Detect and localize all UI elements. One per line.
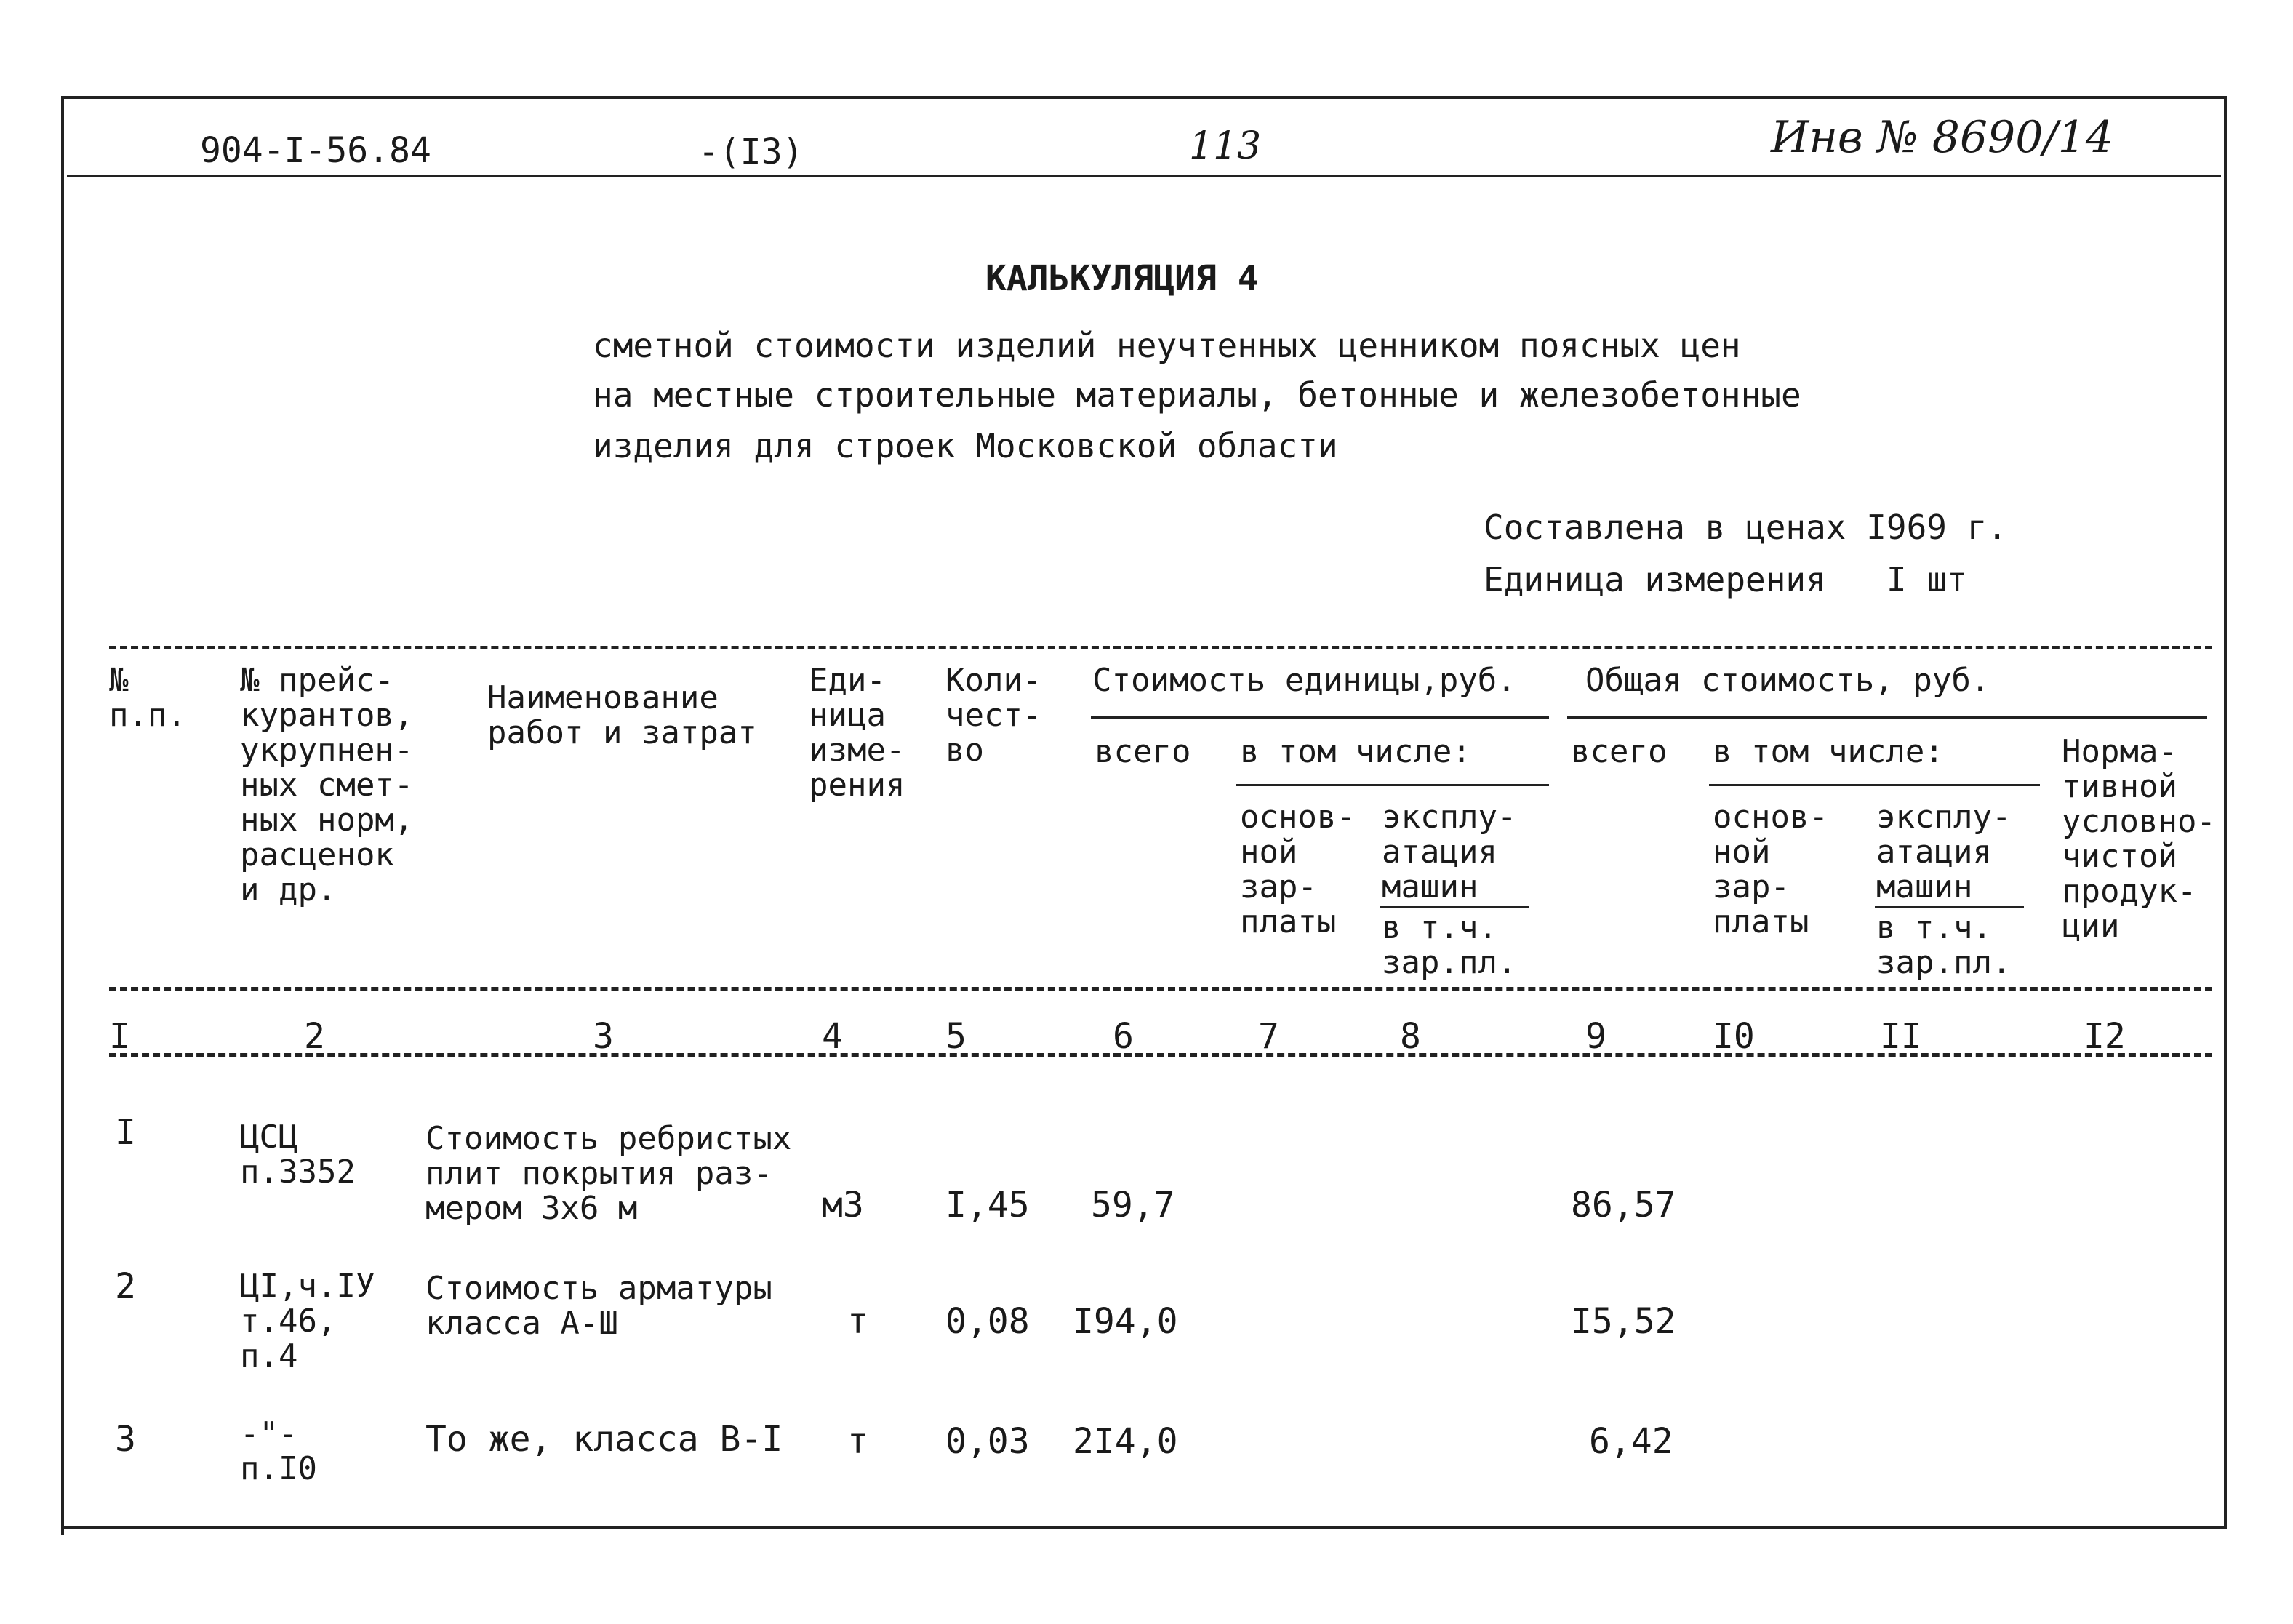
col-numbers-underline	[109, 1053, 2212, 1057]
row-total-cost: I5,52	[1571, 1301, 1676, 1342]
row-unit-price: I94,0	[1073, 1301, 1178, 1342]
row-reference: ЦI,ч.IУ т.46, п.4	[240, 1268, 375, 1375]
row-number: 3	[115, 1419, 136, 1460]
col-number-4: 4	[822, 1016, 843, 1057]
unit-of-measure: Единица измерения I шт	[1484, 560, 1967, 599]
col-header-quantity: Коли- чест- во	[945, 662, 1042, 769]
sheet-number: -(I3)	[698, 132, 804, 172]
col-header-unit: Еди- ница изме- рения	[809, 662, 905, 804]
col-number-11: II	[1880, 1016, 1922, 1057]
total-base-salary-label: основ- ной зар- платы	[1713, 799, 1828, 940]
row-unit-price: 59,7	[1091, 1185, 1175, 1225]
row-name: То же, класса В-I	[425, 1419, 783, 1460]
total-cost-total-label: всего	[1571, 733, 1668, 770]
doc-code: 904-I-56.84	[200, 130, 431, 171]
col-header-total-cost: Общая стоимость, руб.	[1585, 662, 1990, 699]
row-number: 2	[115, 1266, 136, 1307]
row-unit: т	[847, 1301, 868, 1342]
total-machine-operation-label: эксплу- атация машин	[1876, 799, 2012, 905]
col-header-number: № п.п.	[109, 662, 186, 734]
row-number: I	[115, 1112, 136, 1153]
row-quantity: 0,03	[945, 1421, 1030, 1462]
unit-machine-salary-label: в т.ч. зар.пл.	[1382, 909, 1517, 981]
unit-machine-operation-label: эксплу- атация машин	[1382, 799, 1517, 905]
frame-top	[61, 96, 2227, 99]
inventory-number: Инв № 8690/14	[1771, 112, 2113, 163]
col-number-10: I0	[1713, 1016, 1755, 1057]
page-number: 113	[1189, 124, 1262, 168]
row-unit: м3	[822, 1185, 864, 1225]
row-unit: т	[847, 1421, 868, 1462]
col-header-net-production: Норма- тивной условно- чистой продук- ции	[2062, 733, 2216, 945]
col-number-12: I2	[2084, 1016, 2126, 1057]
row-quantity: 0,08	[945, 1301, 1030, 1342]
row-total-cost: 6,42	[1589, 1421, 1673, 1462]
table-top-rule	[109, 646, 2212, 649]
row-reference: -"- п.I0	[240, 1415, 317, 1487]
col-number-1: I	[109, 1016, 130, 1057]
table-header-bottom-rule	[109, 987, 2212, 991]
total-including-rule	[1709, 784, 2040, 786]
row-reference: ЦСЦ п.3352	[240, 1119, 356, 1191]
row-quantity: I,45	[945, 1185, 1030, 1225]
unit-including-rule	[1236, 784, 1549, 786]
col-number-5: 5	[945, 1016, 967, 1057]
col-header-reference: № прейс- курантов, укрупнен- ных смет- ных норм, расценок и др.	[240, 662, 414, 908]
prices-basis: Составлена в ценах I969 г.	[1484, 508, 2008, 547]
title-line-3: изделия для строек Московской области	[593, 426, 1338, 465]
col-header-unit-cost: Стоимость единицы,руб.	[1092, 662, 1516, 699]
total-cost-rule	[1567, 716, 2207, 719]
col-header-name: Наименование работ и затрат	[487, 679, 757, 751]
document-heading: КАЛЬКУЛЯЦИЯ 4	[985, 258, 1259, 299]
frame-left	[61, 96, 64, 1535]
header-rule	[67, 175, 2221, 177]
row-name: Стоимость арматуры класса А-Ш	[425, 1270, 772, 1342]
frame-bottom	[61, 1526, 2227, 1529]
row-name: Стоимость ребристых плит покрытия раз- мером 3х6 м	[425, 1120, 792, 1227]
unit-cost-rule	[1091, 716, 1549, 719]
unit-cost-total-label: всего	[1095, 733, 1191, 770]
row-unit-price: 2I4,0	[1073, 1421, 1178, 1462]
col-number-6: 6	[1113, 1016, 1134, 1057]
col-number-9: 9	[1585, 1016, 1606, 1057]
col-number-7: 7	[1258, 1016, 1279, 1057]
row-total-cost: 86,57	[1571, 1185, 1676, 1225]
col-number-2: 2	[304, 1016, 325, 1057]
total-cost-including-label: в том числе:	[1713, 733, 1944, 770]
col-number-3: 3	[593, 1016, 614, 1057]
total-machine-underline	[1875, 906, 2024, 908]
frame-right	[2224, 96, 2227, 1529]
unit-base-salary-label: основ- ной зар- платы	[1240, 799, 1356, 940]
title-line-1: сметной стоимости изделий неучтенных ценником поясных цен	[593, 326, 1741, 365]
unit-machine-underline	[1380, 906, 1529, 908]
total-machine-salary-label: в т.ч. зар.пл.	[1876, 909, 2012, 981]
title-line-2: на местные строительные материалы, бетонные и железобетонные	[593, 375, 1801, 415]
unit-cost-including-label: в том числе:	[1240, 733, 1471, 770]
col-number-8: 8	[1400, 1016, 1421, 1057]
